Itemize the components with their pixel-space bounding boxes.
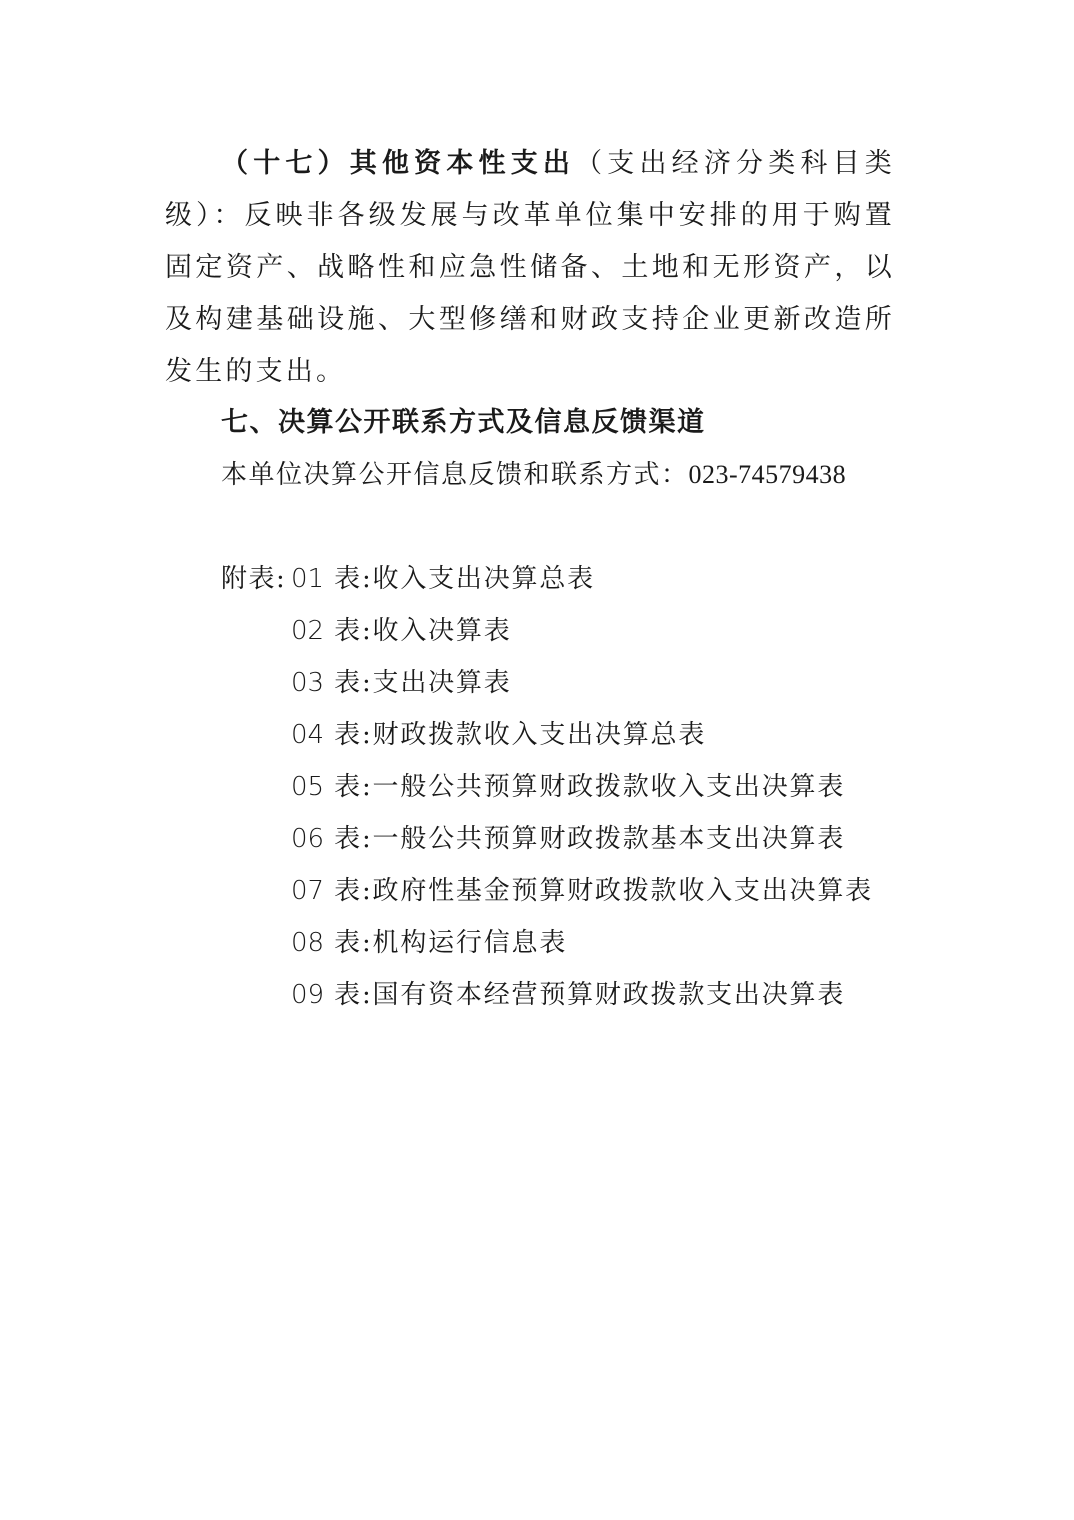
attachment-item <box>291 865 873 917</box>
attachment-item <box>291 605 873 657</box>
attachment-item <box>291 813 873 865</box>
attachments-label: 附表: <box>221 564 287 594</box>
attachment-item <box>291 969 873 1021</box>
attachment-title: 表:机构运行信息表 <box>334 928 568 958</box>
attachment-item <box>291 917 873 969</box>
attachment-item <box>291 553 873 605</box>
attachment-item <box>291 657 873 709</box>
attachment-title: 表:财政拨款收入支出决算总表 <box>334 720 707 750</box>
attachment-code: 05 <box>291 772 325 802</box>
attachment-item <box>291 709 873 761</box>
attachment-item <box>291 761 873 813</box>
paragraph-body: （支出经济分类科目类级）：反映非各级发展与改革单位集中安排的用于购置固定资产、战略性和应急性储备、土地和无形资产，以及构建基础设施、大型修缮和财政支持企业更新改造所发生的支出。 <box>165 148 895 387</box>
attachment-code: 08 <box>291 928 325 958</box>
attachment-title: 表:收入决算表 <box>334 616 512 646</box>
attachment-code: 03 <box>291 668 325 698</box>
attachments-list <box>291 553 873 1021</box>
capital-expenditure-paragraph <box>165 138 895 398</box>
attachment-code: 09 <box>291 980 325 1010</box>
attachment-title: 表:收入支出决算总表 <box>334 564 595 594</box>
attachment-code: 07 <box>291 876 325 906</box>
attachment-code: 06 <box>291 824 325 854</box>
contact-phone: 023-74579438 <box>688 460 847 489</box>
attachment-code: 04 <box>291 720 325 750</box>
attachment-title: 表:国有资本经营预算财政拨款支出决算表 <box>334 980 846 1010</box>
attachment-title: 表:一般公共预算财政拨款收入支出决算表 <box>334 772 846 802</box>
attachment-code: 01 <box>291 564 325 594</box>
attachment-title: 表:政府性基金预算财政拨款收入支出决算表 <box>334 876 873 906</box>
paragraph-lead: （十七） <box>221 148 350 179</box>
contact-label: 本单位决算公开信息反馈和联系方式： <box>221 460 689 490</box>
attachment-title: 表:支出决算表 <box>334 668 512 698</box>
attachment-title: 表:一般公共预算财政拨款基本支出决算表 <box>334 824 846 854</box>
contact-line <box>221 450 846 500</box>
attachment-code: 02 <box>291 616 325 646</box>
paragraph-term: 其他资本性支出 <box>349 148 576 179</box>
section-heading: 七、决算公开联系方式及信息反馈渠道 <box>221 407 706 438</box>
